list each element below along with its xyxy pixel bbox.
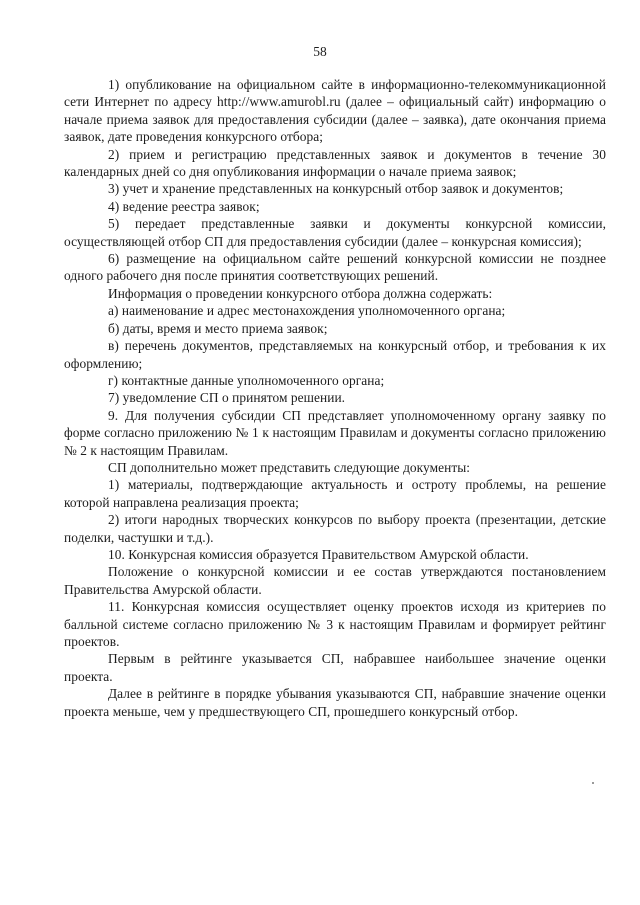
paragraph-clause-9: 9. Для получения субсидии СП представляет уполномоченному органу заявку по форме согласно приложению № 1 к настоящим Правилам и документы согласно приложению № 2 к настоящим Правилам. bbox=[64, 407, 606, 458]
paragraph-additional-doc-2: 2) итоги народных творческих конкурсов по выбору проекта (презентации, детские поделки, частушки и т.д.). bbox=[64, 512, 606, 545]
paragraph-item-7-notification: 7) уведомление СП о принятом решении. bbox=[108, 390, 346, 406]
page-number: 58 bbox=[313, 44, 327, 59]
paragraph-rating-first: Первым в рейтинге указывается СП, набравшее наибольшее значение оценки проекта. bbox=[64, 651, 606, 684]
paragraph-info-b: б) даты, время и место приема заявок; bbox=[108, 320, 328, 336]
paragraph-clause-10: 10. Конкурсная комиссия образуется Правительством Амурской области. bbox=[108, 546, 529, 562]
paragraph-item-3-storage: 3) учет и хранение представленных на конкурсный отбор заявок и документов; bbox=[108, 181, 564, 197]
paragraph-item-2-registration: 2) прием и регистрацию представленных заявок и документов в течение 30 календарных дней со дня опубликования информации о начале приема заявок; bbox=[64, 146, 606, 180]
paragraph-additional-doc-1: 1) материалы, подтверждающие актуальность и остроту проблемы, на решение которой направлена реализация проекта; bbox=[64, 477, 606, 510]
paragraph-clause-11: 11. Конкурсная комиссия осуществляет оценку проектов исходя из критериев по балльной системе согласно приложению № 3 к настоящим Правилам и формирует рейтинг проектов. bbox=[64, 599, 606, 649]
paragraph-item-5-commission-transfer: 5) передает представленные заявки и документы конкурсной комиссии, осуществляющей отбор СП для предоставления субсидии (далее – конкурсная комиссия); bbox=[64, 216, 606, 249]
paragraph-info-d: г) контактные данные уполномоченного органа; bbox=[108, 372, 385, 388]
paragraph-commission-regulation: Положение о конкурсной комиссии и ее состав утверждаются постановлением Правительства Амурской области. bbox=[64, 564, 606, 597]
paragraph-info-a: а) наименование и адрес местонахождения уполномоченного органа; bbox=[108, 303, 506, 319]
paragraph-info-contents-intro: Информация о проведении конкурсного отбора должна содержать: bbox=[108, 285, 493, 301]
page-body bbox=[64, 76, 606, 720]
paragraph-info-c: в) перечень документов, представляемых на конкурсный отбор, и требования к их оформлению; bbox=[64, 338, 606, 371]
paragraph-item-6-decisions-posting: 6) размещение на официальном сайте решений конкурсной комиссии не позднее одного рабочего дня после принятия соответствующих решений. bbox=[64, 251, 606, 284]
scan-speck bbox=[592, 782, 594, 784]
paragraph-item-1-publication: 1) опубликование на официальном сайте в информационно-телекоммуникационной сети Интернет по адресу http://www.amurobl.ru (далее – официальный сайт) информацию о начале приема заявок для предоставления субсидии (далее – заявка), дате окончания приема заявок, дате проведения конкурсного отбора; bbox=[64, 77, 606, 145]
paragraph-additional-docs-intro: СП дополнительно может представить следующие документы: bbox=[108, 459, 471, 475]
paragraph-item-4-registry: 4) ведение реестра заявок; bbox=[108, 198, 260, 214]
paragraph-rating-order: Далее в рейтинге в порядке убывания указываются СП, набравшие значение оценки проекта меньше, чем у предшествующего СП, прошедшего конкурсный отбор. bbox=[64, 686, 606, 719]
